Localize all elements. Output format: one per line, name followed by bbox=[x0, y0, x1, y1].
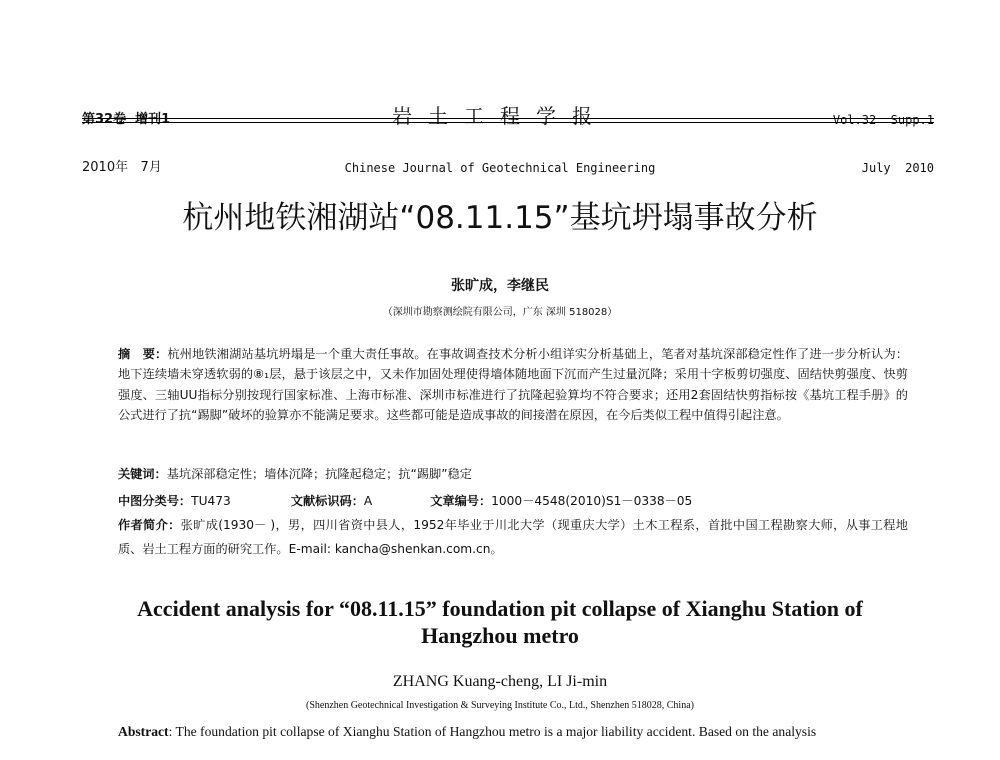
keywords-cn-label: 关键词： bbox=[118, 467, 167, 481]
authors-cn: 张旷成，李继民 bbox=[451, 278, 549, 294]
doc-code-value: A bbox=[363, 494, 373, 508]
abstract-cn-label: 摘 要： bbox=[118, 347, 168, 361]
abstract-cn bbox=[118, 344, 908, 425]
abstract-cn-text: 杭州地铁湘湖站基坑坍塌是一个重大责任事故。在事故调查技术分析小组详实分析基础上，笔者对基坑深部稳定性作了进一步分析认为：地下连续墙未穿透软弱的⑧₁层，悬于该层之中，又未作加固处理使得墙体随地面下沉而产生过量沉降；采用十字板剪切强度、固结快剪强度、快剪强度、三轴UU指标分别按现行国家标准、上海市标准、深圳市标准进行了抗隆起验算均不符合要求；还用2套固结快剪指标按《基坑工程手册》的公式进行了抗“踢脚”破坏的验算亦不能满足要求。这些都可能是造成事故的间接潜在原因，在今后类似工程中值得引起注意。 bbox=[118, 347, 909, 422]
journal-name-en: Chinese Journal of Geotechnical Engineering bbox=[344, 161, 656, 175]
author-bio-text: 张旷成(1930－ )，男，四川省资中县人，1952年毕业于川北大学（现重庆大学）土木工程系，首批中国工程勘察大师，从事工程地质、岩土工程方面的研究工作。E-mail: kancha@shenkan.com.cn。 bbox=[118, 518, 908, 556]
volume-issue-cn: 第32卷 增刊1 bbox=[82, 112, 171, 127]
issue-date-cn: 2010年 7月 bbox=[82, 160, 162, 175]
article-number-label: 文章编号： bbox=[430, 494, 492, 508]
article-number-value: 1000－4548(2010)S1－0338－05 bbox=[491, 494, 693, 508]
header-rule-thick bbox=[82, 118, 934, 119]
header-rule-thin bbox=[82, 122, 934, 123]
author-bio bbox=[118, 513, 908, 561]
keywords-cn bbox=[118, 465, 472, 482]
paper-title-cn: 杭州地铁湘湖站“08.11.15”基坑坍塌事故分析 bbox=[182, 200, 818, 236]
journal-name-cn: 岩土工程学报 bbox=[392, 104, 608, 128]
issue-date-en: July 2010 bbox=[861, 161, 934, 175]
journal-volume-info bbox=[82, 80, 170, 192]
abstract-en bbox=[118, 722, 908, 742]
clc-label: 中图分类号： bbox=[118, 494, 192, 508]
doc-code-label: 文献标识码： bbox=[290, 494, 364, 508]
author-bio-label: 作者简介： bbox=[118, 518, 181, 532]
volume-issue-en: Vol.32 Supp.1 bbox=[832, 113, 934, 127]
paper-title-en: Accident analysis for “08.11.15” foundation pit collapse of Xianghu Station of Hangzhou metro bbox=[137, 596, 863, 648]
abstract-en-text: : The foundation pit collapse of Xianghu Station of Hangzhou metro is a major liability accident. Based on the analysis bbox=[168, 724, 817, 739]
clc-value: TU473 bbox=[191, 494, 231, 508]
authors-en: ZHANG Kuang-cheng, LI Ji-min bbox=[392, 673, 608, 690]
journal-volume-info-en bbox=[833, 80, 934, 192]
classification-line bbox=[118, 492, 692, 509]
abstract-en-label: Abstract bbox=[118, 724, 169, 739]
journal-masthead bbox=[300, 72, 700, 192]
keywords-cn-text: 基坑深部稳定性；墙体沉降；抗隆起稳定；抗“踢脚”稳定 bbox=[166, 467, 472, 481]
affiliation-cn: （深圳市勘察测绘院有限公司，广东 深圳 518028） bbox=[382, 307, 618, 318]
affiliation-en: (Shenzhen Geotechnical Investigation & Surveying Institute Co., Ltd., Shenzhen 518028, China) bbox=[306, 700, 694, 711]
